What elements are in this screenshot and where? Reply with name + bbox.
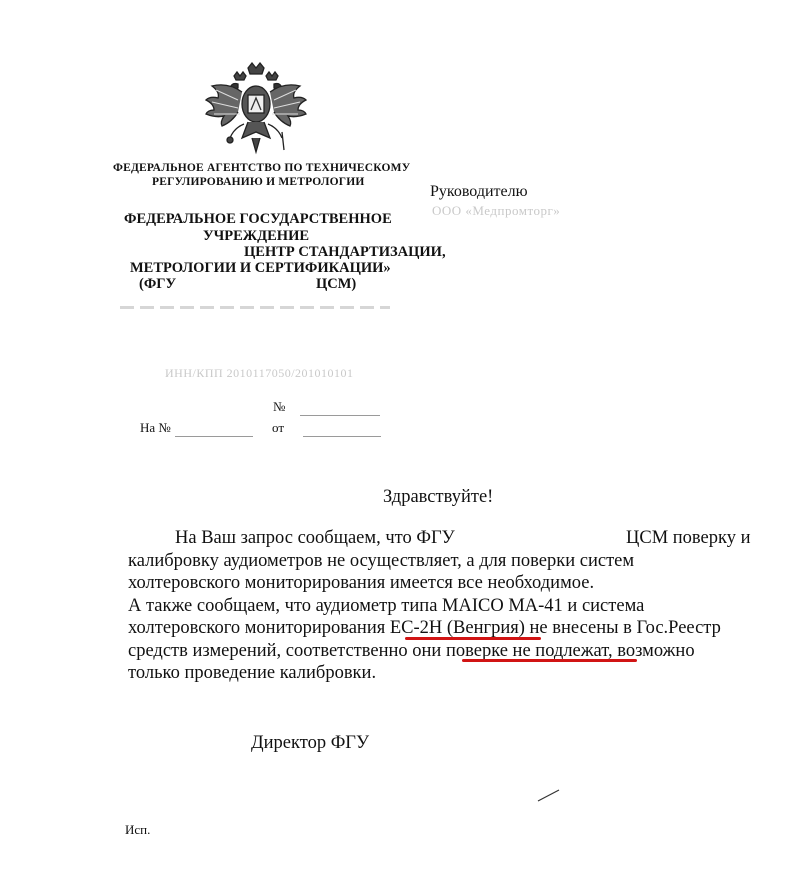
highlight-underline-not-subject [462,659,637,662]
institution-name-line-4: МЕТРОЛОГИИ И СЕРТИФИКАЦИИ» [130,260,391,276]
addressee-org: ООО «Медпромторг» [432,203,561,218]
handwritten-signature-mark [537,788,561,802]
greeting: Здравствуйте! [383,487,494,507]
letter-line-7: только проведение калибровки. [128,663,377,683]
inn-line: ИНН/КПП 2010117050/201010101 [165,366,354,380]
institution-name-line-2: УЧРЕЖДЕНИЕ [203,228,310,244]
letter-line-3: холтеровского мониторирования имеется все необходимое. [128,573,595,593]
agency-name-line-2: РЕГУЛИРОВАНИЮ И МЕТРОЛОГИИ [152,176,365,188]
letter-line-2: калибровку аудиометров не осуществляет, а для поверки систем [128,551,635,571]
signatory-title: Директор ФГУ [251,733,370,753]
institution-name-line-3: ЦЕНТР СТАНДАРТИЗАЦИИ, [244,244,446,260]
addressee-label: Руководителю [430,183,528,200]
reference-number-blank [175,436,253,437]
date-blank [303,436,381,437]
highlight-underline-model [405,637,541,640]
institution-name-line-1: ФЕДЕРАЛЬНОЕ ГОСУДАРСТВЕННОЕ [124,211,392,227]
institution-short-name-suffix: ЦСМ) [316,276,357,292]
reference-number-label: На № [140,420,171,435]
letter-line-5: холтеровского мониторирования ЕС-2Н (Венгрия) не внесены в Гос.Реестр [128,618,721,638]
letter-line-1-continuation: ЦСМ поверку и [626,528,751,548]
letter-line-1: На Ваш запрос сообщаем, что ФГУ [175,528,455,548]
letter-line-4: А также сообщаем, что аудиометр типа MAICO MA-41 и система [128,596,645,616]
outgoing-number-blank [300,415,380,416]
letter-line-6: средств измерений, соответственно они поверке не подлежат, возможно [128,641,695,661]
redacted-address-line [120,306,390,309]
executor-label: Исп. [125,822,151,837]
date-label: от [272,420,285,435]
institution-short-name-prefix: (ФГУ [139,276,177,292]
outgoing-number-label: № [273,399,286,414]
agency-name-line-1: ФЕДЕРАЛЬНОЕ АГЕНТСТВО ПО ТЕХНИЧЕСКОМУ [113,162,411,174]
coat-of-arms-emblem [204,62,308,156]
